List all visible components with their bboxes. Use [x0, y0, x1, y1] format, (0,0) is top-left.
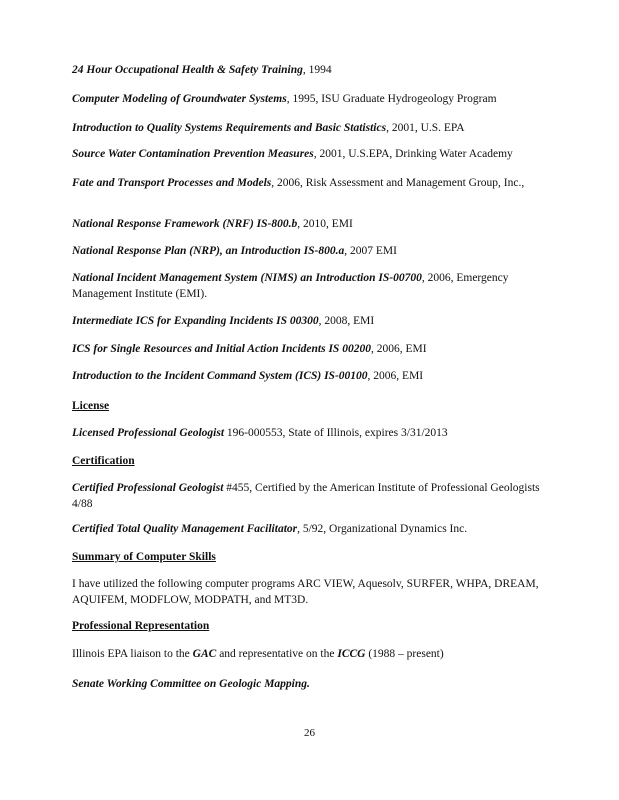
training-title: Fate and Transport Processes and Models: [72, 177, 272, 189]
computer-skills-text: I have utilized the following computer programs ARC VIEW, Aquesolv, SURFER, WHPA, DREAM, AQUIFEM, MODFLOW, MODPATH, and MT3D.: [72, 578, 539, 606]
certification-details: #455, Certified by the American Institute of Professional Geologists 4/88: [72, 482, 540, 510]
page-number: 26: [304, 727, 315, 739]
training-details: , 2001, U.S.EPA, Drinking Water Academy: [313, 148, 513, 160]
training-title: Introduction to Quality Systems Requirements and Basic Statistics: [72, 122, 387, 134]
certification-title: Certified Total Quality Management Facilitator: [72, 523, 298, 535]
training-details: , 2007 EMI: [344, 245, 397, 257]
gac-acronym: GAC: [192, 648, 217, 660]
training-title: Computer Modeling of Groundwater Systems: [72, 93, 287, 105]
training-details: , 2001, U.S. EPA: [386, 122, 465, 134]
training-entry: [72, 270, 542, 302]
training-entry: [72, 341, 542, 357]
training-entry: [72, 313, 542, 329]
representation-text-after: (1988 – present): [365, 648, 444, 660]
training-title: National Response Framework (NRF) IS-800.b: [72, 218, 298, 230]
representation-text-middle: and representative on the: [216, 648, 338, 660]
training-details: , 2006, Emergency Management Institute (EMI).: [72, 272, 509, 300]
training-entry: [72, 243, 542, 259]
iccg-acronym: ICCG: [337, 648, 366, 660]
training-details: , 2006, EMI: [370, 343, 427, 355]
training-title: Introduction to the Incident Command System (ICS) IS-00100: [72, 370, 368, 382]
training-title: National Response Plan (NRP), an Introduction IS-800.a: [72, 245, 345, 257]
license-title: Licensed Professional Geologist: [72, 427, 225, 439]
representation-text: [72, 646, 542, 662]
training-title: 24 Hour Occupational Health & Safety Training: [72, 64, 303, 76]
certification-title: Certified Professional Geologist: [72, 482, 224, 494]
license-details: 196-000553, State of Illinois, expires 3/31/2013: [224, 427, 448, 439]
training-details: , 1995, ISU Graduate Hydrogeology Program: [286, 93, 497, 105]
training-title: Intermediate ICS for Expanding Incidents IS 00300: [72, 315, 319, 327]
certification-entry: [72, 480, 542, 512]
training-title: ICS for Single Resources and Initial Action Incidents IS 00200: [72, 343, 371, 355]
license-heading: License: [72, 400, 110, 412]
training-details: , 2010, EMI: [297, 218, 353, 230]
training-entry: [72, 146, 542, 162]
computer-skills-heading: Summary of Computer Skills: [72, 551, 216, 563]
training-entry: [72, 175, 542, 191]
certification-entry: [72, 521, 542, 537]
training-details: , 1994: [302, 64, 332, 76]
representation-text-before: Illinois EPA liaison to the: [72, 648, 193, 660]
representation-heading: Professional Representation: [72, 620, 210, 632]
training-entry: [72, 368, 542, 384]
training-entry: [72, 62, 542, 78]
training-details: , 2006, Risk Assessment and Management Group, Inc.,: [271, 177, 525, 189]
certification-heading: Certification: [72, 455, 135, 467]
committee-entry: Senate Working Committee on Geologic Mapping.: [72, 678, 310, 690]
training-details: , 2008, EMI: [318, 315, 375, 327]
training-title: Source Water Contamination Prevention Measures: [72, 148, 314, 160]
training-details: , 2006, EMI: [367, 370, 424, 382]
training-title: National Incident Management System (NIMS) an Introduction IS-00700: [72, 272, 422, 284]
training-entry: [72, 216, 542, 232]
license-entry: [72, 425, 542, 441]
training-entry: [72, 91, 542, 107]
certification-details: , 5/92, Organizational Dynamics Inc.: [297, 523, 468, 535]
training-entry: [72, 120, 542, 136]
